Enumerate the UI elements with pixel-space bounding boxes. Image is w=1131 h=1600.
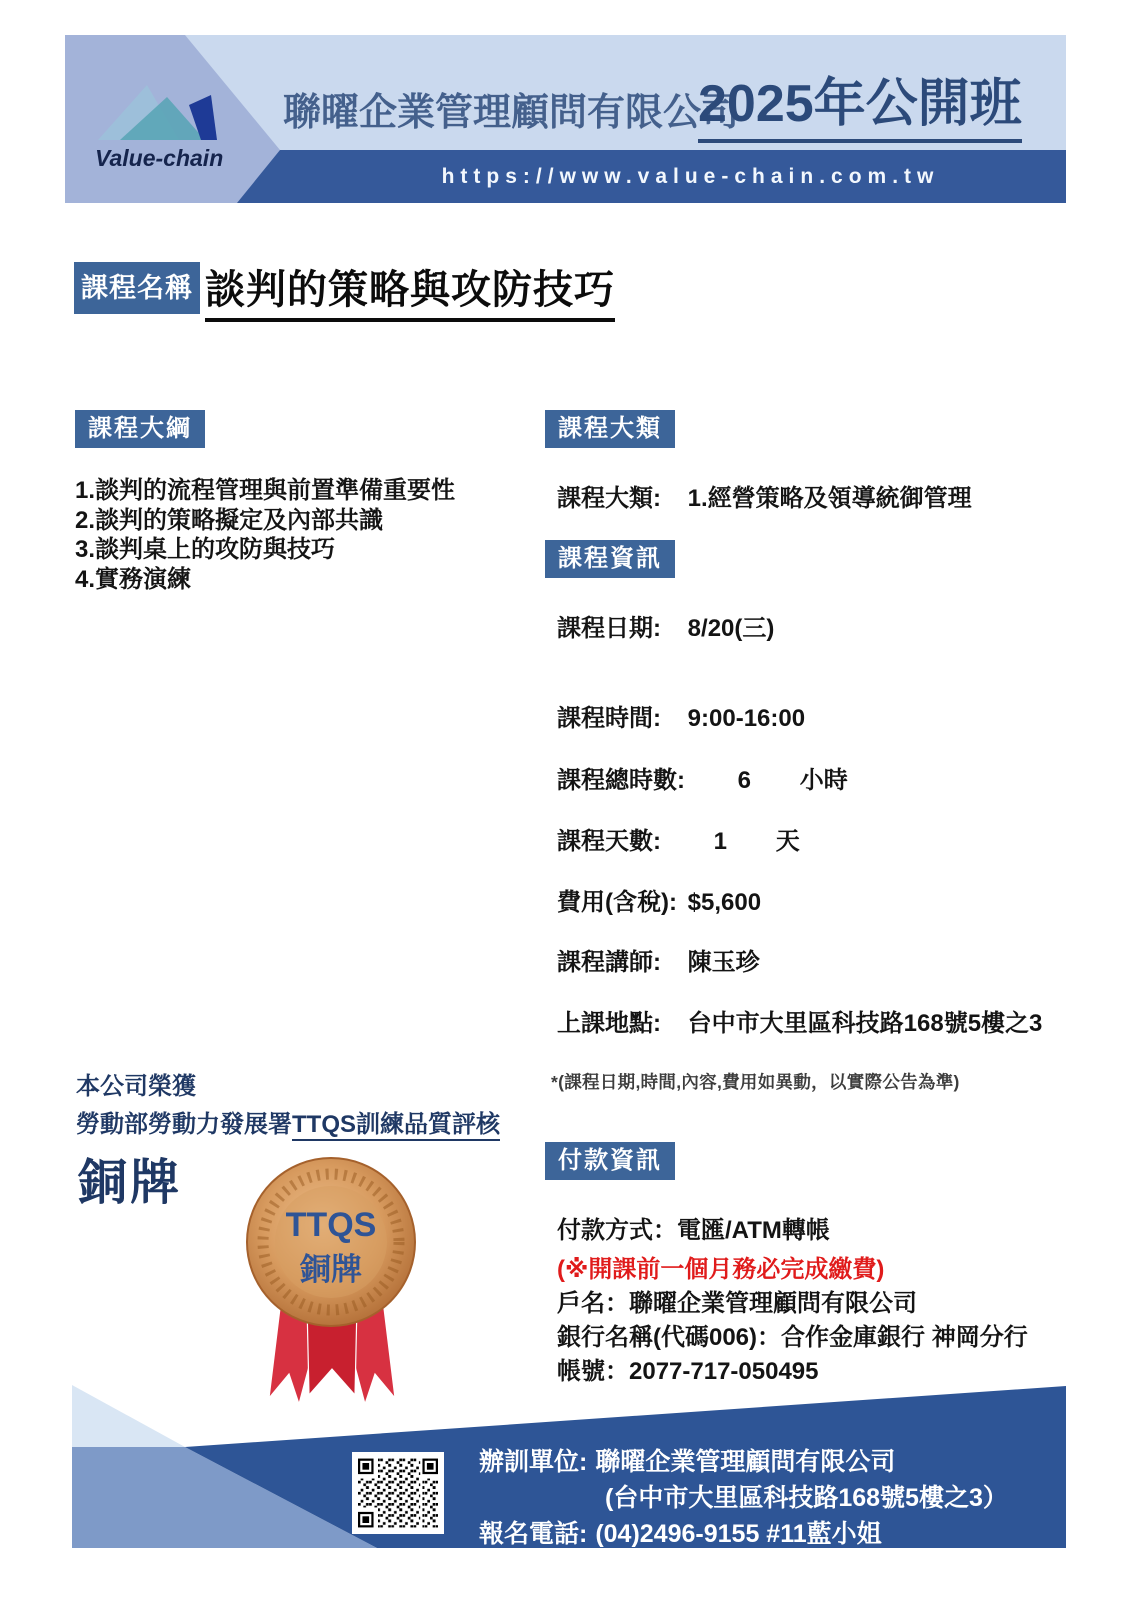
info-value: $5,600 <box>687 889 762 916</box>
company-name-title: 聯曜企業管理顧問有限公司 <box>283 92 740 134</box>
qr-code-icon <box>358 1458 438 1528</box>
outline-item: 4.實務演練 <box>75 565 192 593</box>
payment-account-name: 戶名：聯曜企業管理顧問有限公司 <box>557 1290 917 1317</box>
category-section-badge: 課程大類 <box>545 410 675 448</box>
award-source-text <box>76 1104 500 1139</box>
info-unit: 小時 <box>799 767 848 794</box>
course-info-section-badge: 課程資訊 <box>545 540 675 578</box>
info-value: 陳玉珍 <box>687 949 760 976</box>
footer-org-line <box>479 1444 1008 1480</box>
outline-item: 1.談判的流程管理與前置準備重要性 <box>75 477 456 504</box>
payment-section-badge: 付款資訊 <box>545 1142 675 1180</box>
disclaimer-note: *(課程日期,時間,內容,費用如異動，以實際公告為準) <box>551 1072 960 1092</box>
info-value: 6 <box>737 767 752 794</box>
info-value: 台中市大里區科技路168號5樓之3 <box>687 1010 1043 1037</box>
info-label: 上課地點: <box>557 1010 661 1037</box>
footer-org-name: 聯曜企業管理顧問有限公司 <box>595 1448 896 1476</box>
website-url-link[interactable]: https://www.value-chain.com.tw <box>441 165 940 188</box>
footer-address-line: (台中市大里區科技路168號5樓之3） <box>605 1484 1008 1512</box>
info-value: 9:00-16:00 <box>687 705 806 732</box>
info-value: 8/20(三) <box>687 615 775 642</box>
footer-phone-line <box>479 1516 1008 1552</box>
outline-section-badge: 課程大綱 <box>75 410 205 448</box>
course-outline-list <box>75 476 455 594</box>
award-agency-text: 勞動部勞動力發展署 <box>76 1111 292 1138</box>
course-name-badge: 課程名稱 <box>74 262 200 314</box>
payment-warning: (※開課前一個月務必完成繳費) <box>557 1256 885 1283</box>
logo-background-shape <box>65 35 285 203</box>
payment-account-number: 帳號：2077-717-050495 <box>557 1358 819 1385</box>
info-row-time <box>557 698 805 733</box>
info-value: 1 <box>713 828 728 855</box>
category-value: 1.經營策略及領導統御管理 <box>687 485 972 512</box>
year-open-class-title: 2025年公開班 <box>698 61 1022 143</box>
info-row-total-hours <box>557 760 848 795</box>
award-intro-text: 本公司榮獲 <box>76 1073 196 1100</box>
payment-bank: 銀行名稱(代碼006)：合作金庫銀行 神岡分行 <box>557 1324 1028 1351</box>
payment-method: 付款方式：電匯/ATM轉帳 <box>557 1217 830 1244</box>
footer-contact-block <box>479 1444 1008 1552</box>
info-label: 課程總時數: <box>557 767 685 794</box>
info-label: 課程時間: <box>557 705 661 732</box>
info-row-instructor <box>557 942 760 977</box>
info-row-days <box>557 821 800 856</box>
value-chain-logo: Value-chain <box>95 145 224 171</box>
qr-code <box>352 1452 444 1534</box>
header-banner <box>65 35 1066 203</box>
bronze-award-text: 銅牌 <box>78 1156 183 1210</box>
info-label: 費用(含稅): <box>557 889 677 916</box>
medal-bronze-text: 銅牌 <box>300 1252 362 1287</box>
ttqs-evaluation-text: TTQS訓練品質評核 <box>292 1111 500 1141</box>
category-label: 課程大類: <box>557 485 661 512</box>
info-row-fee <box>557 882 761 917</box>
footer-org-label: 辦訓單位: <box>479 1448 588 1476</box>
course-title: 談判的策略與攻防技巧 <box>205 258 615 322</box>
info-label: 課程天數: <box>557 828 661 855</box>
info-unit: 天 <box>775 828 800 855</box>
footer-phone-value: (04)2496-9155 #11藍小姐 <box>595 1520 882 1548</box>
medal-ttqs-text: TTQS <box>285 1206 377 1244</box>
info-label: 課程講師: <box>557 949 661 976</box>
footer-phone-label: 報名電話: <box>479 1520 588 1548</box>
info-row-date <box>557 608 774 643</box>
info-row-location <box>557 1003 1042 1038</box>
ttqs-bronze-medal <box>243 1152 421 1414</box>
outline-item: 2.談判的策略擬定及內部共識 <box>75 506 384 534</box>
info-label: 課程日期: <box>557 615 661 642</box>
outline-item: 3.談判桌上的攻防與技巧 <box>75 536 336 563</box>
